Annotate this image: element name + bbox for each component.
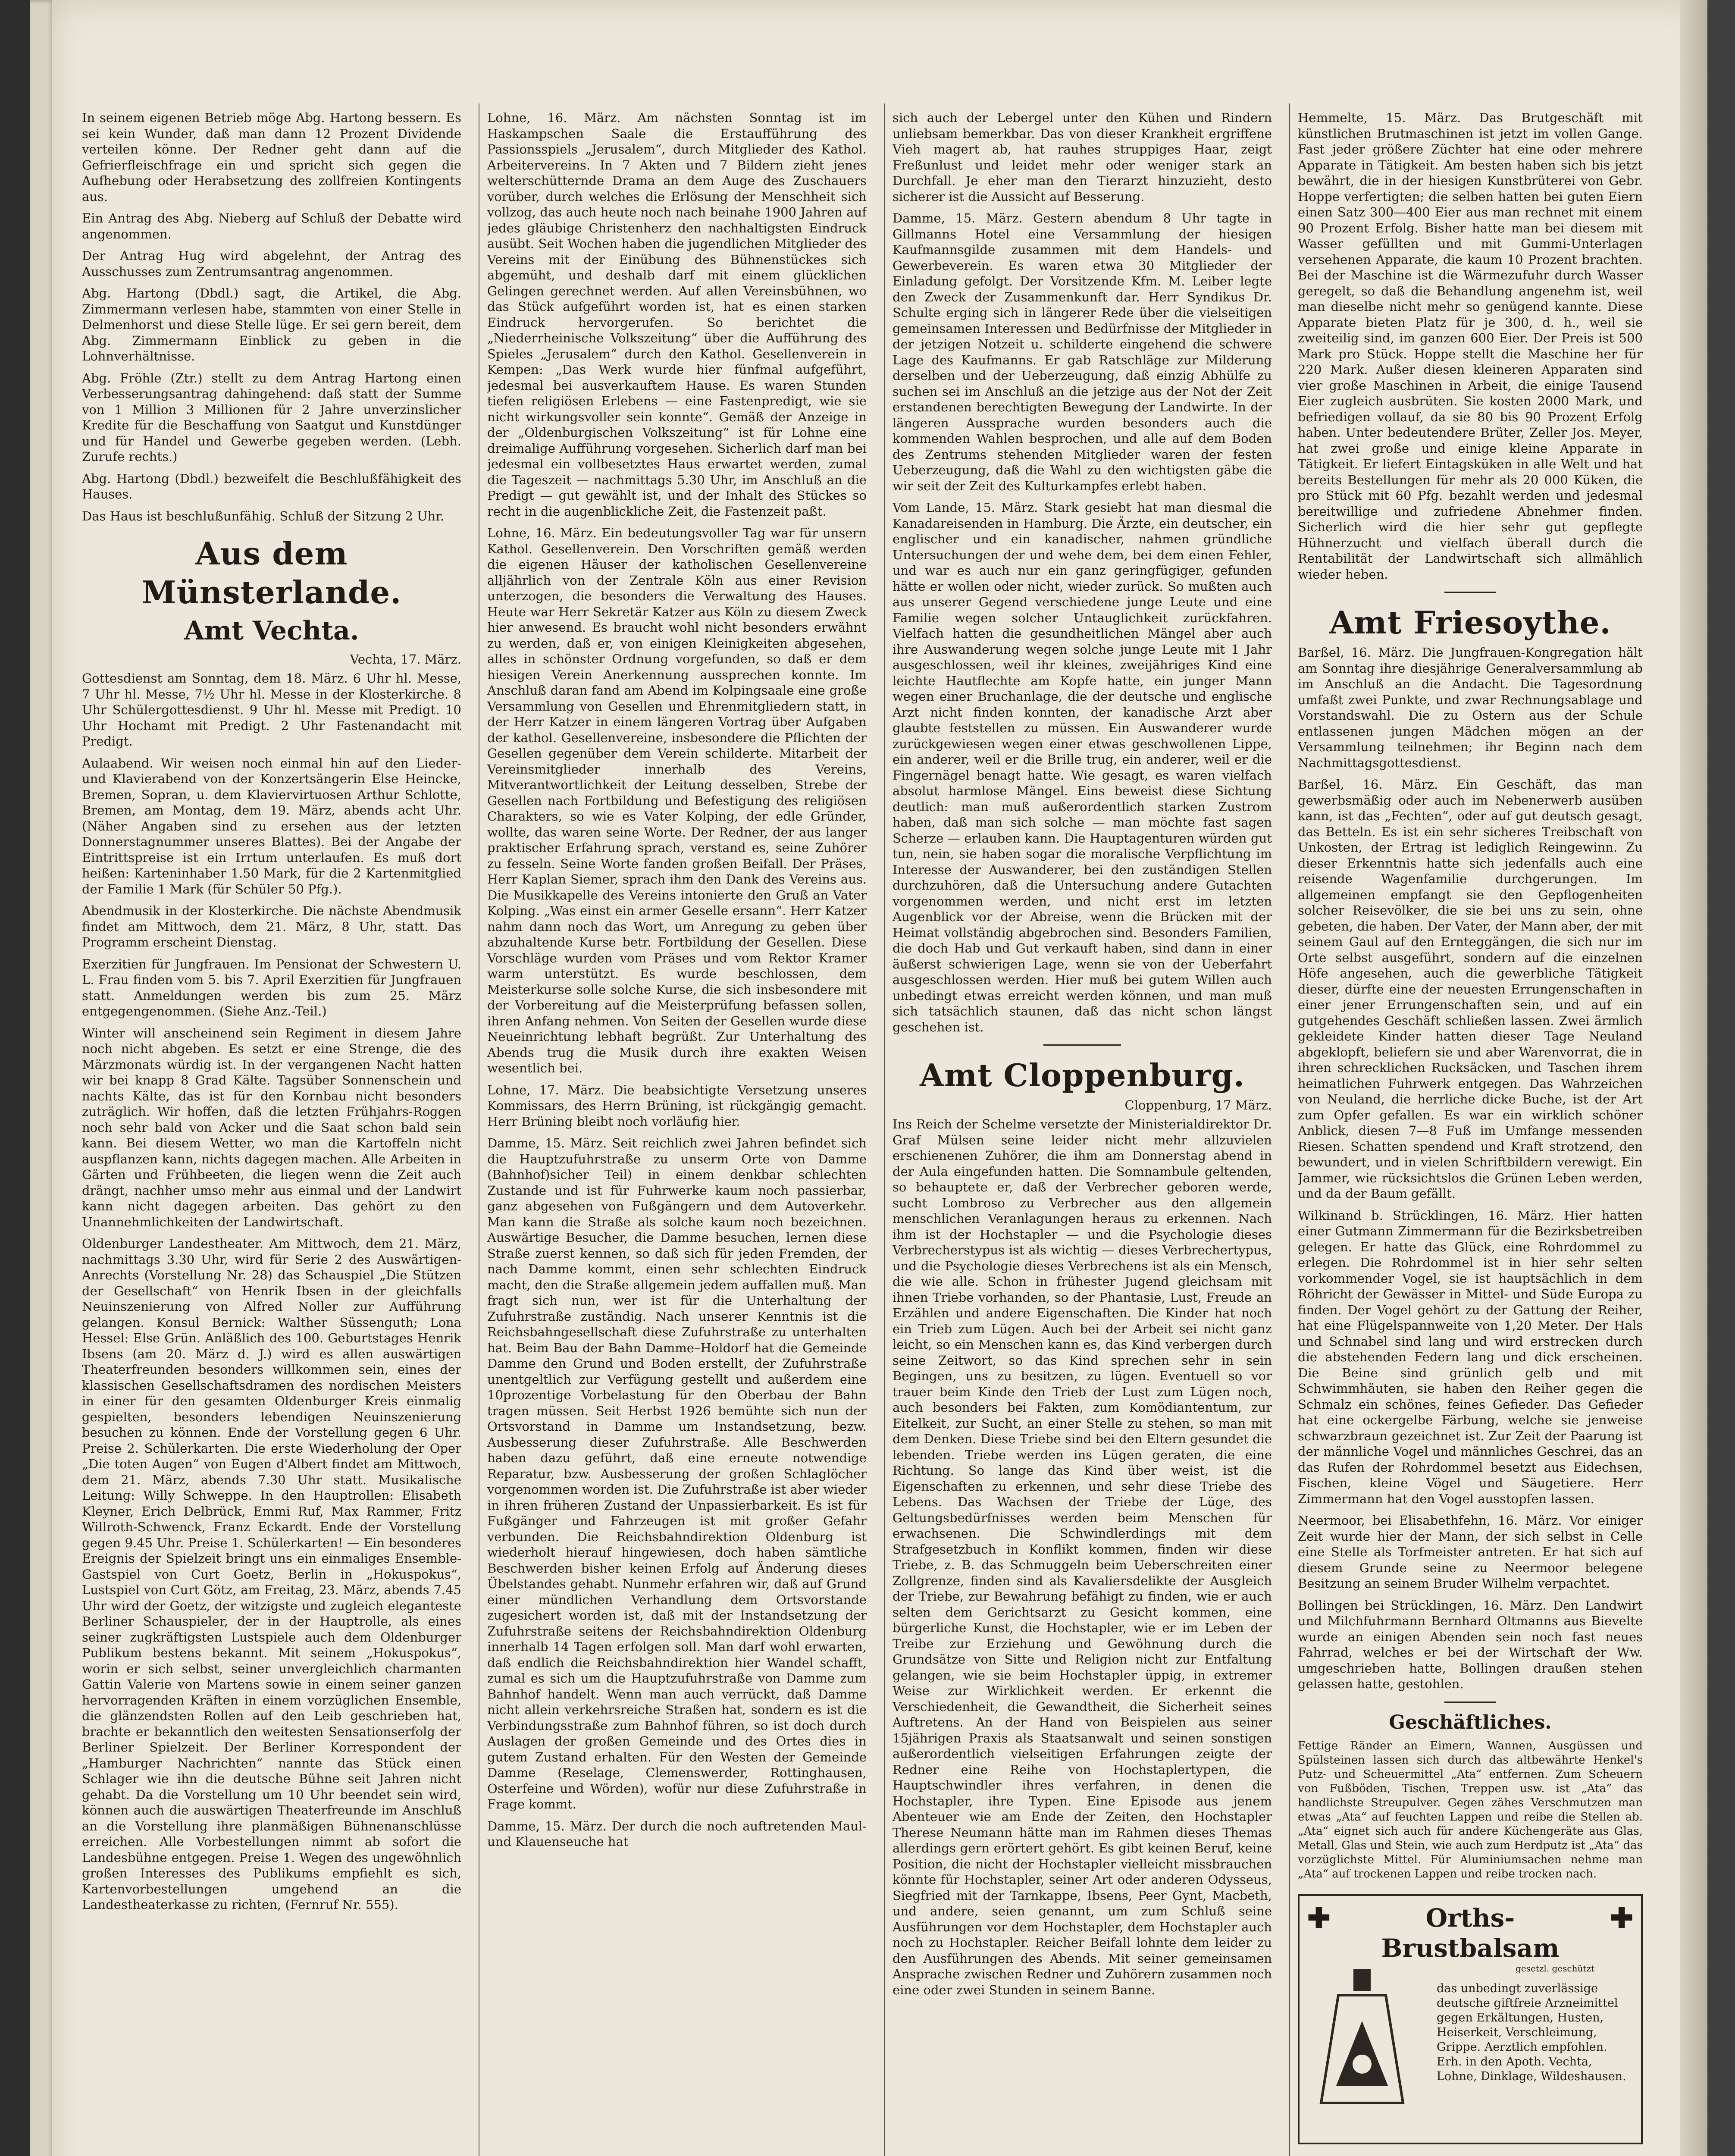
section-divider [1043, 1044, 1121, 1046]
article-paragraph: Barßel, 16. März. Die Jungfrauen-Kongregation hält am Sonntag ihre diesjährige Generalversammlung ab im Anschluß an die Andacht. Die Tagesordnung umfaßt zwei Punkte, und zwar Rechnungsablage und Vorstandswahl. Die zu Ostern aus der Schule entlassenen jungen Mädchen mögen an der Versammlung teilnehmen; ihr Beginn nach dem Nachmittagsgottesdienst. [1298, 645, 1643, 770]
article-paragraph: Winter will anscheinend sein Regiment in diesem Jahre noch nicht abgeben. Es setzt er eine Strenge, die des Märzmonats würdig ist. In der vergangenen Nacht hatten wir bei knapp 8 Grad Kälte. Tagsüber Sonnenschein und nachts Kälte, das ist für den Kornbau nicht besonders zuträglich. Wir hoffen, daß die letzten Frühjahrs-Roggen noch sehr bald von Acker und die Saat schon bald sein kann. Bei diesem Wetter, wo man die Kartoffeln nicht auspflanzen kann, nichts dagegen machen. Alle Arbeiten in Gärten und Frühbeeten, die liegen wenn die Zeit auch drängt, nachher umso mehr aus einmal und der Landwirt kann nicht dagegen arbeiten. Das gehört zu den Unannehmlichkeiten der Landwirtschaft. [82, 1025, 461, 1229]
column-rule [884, 103, 885, 2156]
cross-icon: ✚ [1307, 1902, 1331, 1934]
column-rule [1289, 103, 1290, 2156]
section-title: Amt Friesoythe. [1329, 604, 1611, 641]
article-paragraph: Wilkinand b. Strücklingen, 16. März. Hier hatten einer Gutmann Zimmermann für die Bezirksbetreiben gelegen. Er hatte das Glück, eine Rohrdommel zu erlegen. Die Rohrdommel ist in hier sehr selten vorkommender Vogel, sie ist hauptsächlich in dem Röhricht der Gewässer in Mittel- und Süde Europa zu finden. Der Vogel gehört zu der Gattung der Reiher, hat eine Flügelspannweite von 1,20 Meter. Der Hals und Schnabel sind lang und wird erstrecken durch die abstehenden Federn lang und dick erscheinen. Die Beine sind grünlich gelb und mit Schwimmhäuten, sie haben den Reiher gegen die Schmalz ein schönes, feines Gefieder. Das Gefieder hat eine ockergelbe Färbung, welche sie jenweise schwarzbraun gezeichnet ist. Zur Zeit der Paarung ist der männliche Vogel und männliches Geschrei, das an das Rufen der Rohrdommel besetzt aus Eidechsen, Fischen, kleine Vögel und Säugetiere. Herr Zimmermann hat den Vogel ausstopfen lassen. [1298, 1208, 1643, 1506]
article-paragraph: sich auch der Lebergel unter den Kühen und Rindern unliebsam bemerkbar. Das von dieser Krankheit ergriffene Vieh magert ab, hat rauhes struppiges Haar, zeigt Freßunlust und leidet mehr oder weniger stark an Durchfall. Je eher man den Tierarzt hinzuzieht, desto sicherer ist die Aussicht auf Besserung. [893, 110, 1272, 204]
article-paragraph: Lohne, 16. März. Am nächsten Sonntag ist im Haskampschen Saale die Erstaufführung des Passionsspiels „Jerusalem“, durch Mitglieder des Kathol. Arbeitervereins. In 7 Akten und 7 Bildern zieht jenes welterschütternde Drama an dem Auge des Zuschauers vorüber, durch welches die Erlösung der Menschheit sich vollzog, das auch heute noch nach beinahe 1900 Jahren auf jedes gläubige Christenherz den nachhaltigsten Eindruck ausübt. Seit Wochen haben die jugendlichen Mitglieder des Vereins mit der Einübung des Bühnenstückes sich abgemüht, und deshalb darf mit einem glücklichen Gelingen gerechnet werden. Auf allen Vereinsbühnen, wo das Stück aufgeführt worden ist, hat es einen starken Eindruck hervorgerufen. So berichtet die „Niederrheinische Volkszeitung“ über die Aufführung des Spieles „Jerusalem“ durch den Kathol. Gesellenverein in Kempen: „Das Werk wurde hier fünfmal aufgeführt, jedesmal bei ausverkauftem Hause. Es waren Stunden tiefen religiösen Erlebens — eine Fastenpredigt, wie sie nicht wirkungsvoller sein konnte“. Gemäß der Anzeige in der „Oldenburgischen Volkszeitung“ ist für Lohne eine dreimalige Aufführung vorgesehen. Sicherlich darf man bei jedesmal ein vollbesetztes Haus erwartet werden, zumal die Tageszeit — nachmittags 5.30 Uhr, im Anschluß an die Predigt — gut gewählt ist, und der Inhalt des Stückes so recht in die augenblickliche Zeit, die Fastenzeit paßt. [487, 110, 867, 519]
section-divider [1444, 1702, 1496, 1703]
article-paragraph: Abg. Hartong (Dbdl.) bezweifelt die Beschlußfähigkeit des Hauses. [82, 471, 461, 501]
article-paragraph: Vom Lande, 15. März. Stark gesiebt hat man diesmal die Kanadareisenden in Hamburg. Die Ärzte, ein deutscher, ein englischer und ein kanadischer, nahmen gründliche Untersuchungen der und wehe dem, bei dem einen Fehler, und war es auch nur ein ganz geringfügiger, gefunden hätte er wollen oder nicht, wieder zurück. So mußten auch aus unserer Gegend verschiedene junge Leute und eine Familie wegen solcher Untauglichkeit zurückfahren. Vielfach hatten die gesundheitlichen Mängel aber auch ihre Auswanderung wegen solche junge Leute mit 1 Jahr ausgeschlossen, weil ihr kleines, zweijähriges Kind eine leichte Hautflechte am Kopfe hatte, ein junger Mann wegen einer Bruchanlage, die der deutsche und englische Arzt nicht finden konnten, der kanadische Arzt aber glaubte feststellen zu müssen. Ein Auswanderer wurde zurückgewiesen wegen einer etwas geschwollenen Lippe, ein anderer, weil er die Brille trug, ein anderer, weil er die Fingernägel benagt hatte. Wie gesagt, es waren vielfach absolut harmlose Mängel. Eins beweist diese Sichtung deutlich: man muß außerordentlich starken Zustrom haben, daß man sich solche — man möchte fast sagen Scherze — erlauben kann. Die Hauptagenturen würden gut tun, nein, sie haben sogar die moralische Verpflichtung im Interesse der Auswanderer, bei den zuständigen Stellen durchzuhören, daß die Untersuchung andere Gutachten vorgenommen werden, und nicht erst im letzten Augenblick vor der Abreise, wenn die Brücken mit der Heimat vollständig abgebrochen sind. Besonders Familien, die doch Hab und Gut verkauft haben, sind dann in einer äußerst schwierigen Lage, wenn sie von der Ueberfahrt ausgeschlossen werden. Hier muß bei gutem Willen auch unbedingt etwas erreicht werden können, und man muß sich tatsächlich staunen, daß das nicht schon längst geschehen ist. [893, 500, 1272, 1034]
article-paragraph: Lohne, 16. März. Ein bedeutungsvoller Tag war für unsern Kathol. Gesellenverein. Den Vorschriften gemäß werden die eigenen Häuser der katholischen Gesellenvereine alljährlich von der Zentrale Köln aus einer Revision unterzogen, die besonders die Verwaltung des Hauses. Heute war Herr Sekretär Katzer aus Köln zu diesem Zweck hier anwesend. Es braucht wohl nicht besonders erwähnt zu werden, daß er, von einigen Kleinigkeiten abgesehen, alles in schönster Ordnung vorgefunden, so daß er dem hiesigen Verein Anerkennung aussprechen konnte. Im Anschluß daran fand am Abend im Kolpingsaale eine große Versammlung von Gesellen und Ehrenmitgliedern statt, in der Herr Katzer in einem längeren Vortrag über Aufgaben der kathol. Gesellenvereine, insbesondere die Pflichten der Gesellen gegenüber dem Verein schilderte. Mitarbeit der Vereinsmitglieder innerhalb des Vereins, Mitverantwortlichkeit der Leitung desselben, Strebe der Gesellen nach Fortbildung und Befestigung des religiösen Charakters, so wie es Vater Kolping, der edle Gründer, wollte, das waren seine Worte. Der Redner, der aus langer praktischer Erfahrung sprach, verstand es, seine Zuhörer zu fesseln. Seine Worte fanden großen Beifall. Der Präses, Herr Kaplan Siemer, sprach ihm den Dank des Vereins aus. Die Musikkapelle des Vereins intonierte den Gruß an Vater Kolping. „Was einst ein armer Geselle ersann“. Herr Katzer nahm dann noch das Wort, um Anregung zu geben über abzuhaltende Kurse betr. Fortbildung der Gesellen. Diese Vorschläge wurden vom Präses und vom Rektor Kramer warm unterstützt. Es wurde beschlossen, dem Meisterkurse solle solche Kurse, die sich insbesondere mit der Vorbereitung auf die Meisterprüfung befassen sollen, ihren Anfang nehmen. Von Seiten der Gesellen wurde diese Neueinrichtung lebhaft begrüßt. Zur Unterhaltung des Abends trug die Musik durch ihre exakten Weisen wesentlich bei. [487, 526, 867, 1075]
article-paragraph: Ins Reich der Schelme versetzte der Ministerialdirektor Dr. Graf Mülsen seine leider nicht mehr allzuvielen erschienenen Zuhörer, die ihm am Donnerstag abend in der Aula eingefunden hatten. Die Somnambule geltenden, so behauptete er, daß der Verbrecher geboren werde, sucht Lombroso zu Verbrecher aus den allgemein menschlichen Veranlagungen heraus zu erkennen. Nach ihm ist der Hochstapler — und die Psychologie dieses Verbrecherstypus ist als wichtig — dieses Verbrechertypus, und die Psychologie dieses Verbrechens ist als ein Mensch, die wie alle. Schon in frühester Jugend gleichsam mit ihnen Triebe vorhanden, so der Phantasie, Lust, Freude an Erzählen und andere Eigenschaften. Die Kinder hat noch ein Trieb zum Lügen. Auch bei der Arbeit sei nicht ganz leicht, so ein Menschen kann es, das Kind verbergen durch seine Zeitwort, so das Kind sprechen sehr in sein Begingen, uns zu besitzen, zu lügen. Eventuell so vor trauer beim Kinde den Trieb der Lust zum Lügen noch, auch besonders bei Fakten, zum Komödiantentum, zur Eitelkeit, zur Sucht, an einer Stelle zu stehen, so man mit dem Denken. Diese Triebe sind bei den Eltern gesundet die lebenden. Triebe werden ins Lügen geraten, die eine Richtung. So lange das Kind über weist, ist die Eigenschaften zu erkennen, und sehr diese Triebe des Lebens. Das Wachsen der Triebe der Lüge, des Geltungsbedürfnisses werden beim Menschen für erwachsenen. Die Schwindlerdings mit dem Strafgesetzbuch in Konflikt kommen, finden wir diese Triebe, z. B. das Schmuggeln beim Ueberschreiten einer Zollgrenze, finden sind als Kavaliersdelikte der Ausgleich der Triebe, zur Bewahrung befähigt zu finden, wie er auch selten dem Gerichtsarzt zu Gesicht kommen, eine bürgerliche Kunst, die Hochstapler, wie er im Leben der Treibe zur Erziehung und Gewöhnung durch die Grundsätze von Sitte und Religion nicht zur Entfaltung gelangen, wie sie beim Hochstapler üppig, in extremer Weise zur Wirklichkeit werden. Er erkennt die Verschiedenheit, die Gewandtheit, die Sicherheit seines Auftretens. An der Hand von Beispielen aus seiner 15jährigen Praxis als Staatsanwalt und seinen sonstigen außerordentlich vielseitigen Erfahrungen zeigte der Redner eine Reihe von Hochstaplertypen, die Hauptschwindler ihres verfahren, in denen die Hochstapler, ihre Typen. Eine Episode aus jenem Abenteuer wie am Ende der Zeiten, den Hochstapler Therese Neumann hätte man im Rahmen dieses Themas allerdings gern erörtert gehört. Es gibt keinen Beruf, keine Position, die nicht der Hochstapler vielleicht missbrauchen könnte für Hochstapler, seiner Art oder anderen Odysseus, Siegfried mit der Tarnkappe, Ibsens, Peer Gynt, Macbeth, und andere, seien genannt, um zum Schluß seine Ausführungen vor dem Hochstapler, dem Hochstapler auch noch zu Hochstapler. Reicher Beifall lohnte dem leider zu den Ausführungen des Abends. Mit seiner gemeinsamen Ansprache zwischen Redner und Zuhörern zusammen noch eine oder zwei Stunden in seinem Banne. [893, 1117, 1272, 1997]
adjacent-page-edge [0, 0, 52, 2156]
cross-icon: ✚ [1610, 1902, 1633, 1934]
column-1 [82, 110, 461, 2156]
article-paragraph: Neermoor, bei Elisabethfehn, 16. März. Vor einiger Zeit wurde hier der Mann, der sich selbst in Celle eine Stelle als Torfmeister antreten. Er hat sich auf diesem Grunde seine zu Neermoor belegene Besitzung an seinem Bruder Wilhelm verpachtet. [1298, 1513, 1643, 1591]
article-paragraph: Barßel, 16. März. Ein Geschäft, das man gewerbsmäßig oder auch im Nebenerwerb ausüben kann, ist das „Fechten“, oder auf gut deutsch gesagt, das Betteln. Es ist ein sehr sicheres Treibschaft von Unkosten, der Ertrag ist lediglich Reingewinn. Zu dieser Erkenntnis hatte sich jedenfalls auch eine reisende Wagenfamilie durchgerungen. Im allgemeinen empfangt sie den Gepflogenheiten solcher Reisevölker, die sie bei uns zu sein, ohne gebeten, die haben. Der Vater, der Mann aber, der mit seinem Gaul auf den Ernteggängen, die sich nur im Orte selbst ausgeführt, sondern auf die einzelnen Höfe angesehen, auch die gewerbliche Tätigkeit dieser, dürfte eine der neuesten Errungenschaften in einer jener Errungenschaften sein, und auf ein gutgehendes Geschäft schließen lassen. Zwei ärmlich gekleidete Kinder hatten dieser Tage Neuland abgeklopft, beliefern sie und aber Warenvorrat, die in ihren schrecklichen Rucksäcken, und Taschen ihrem heimatlichen Fuhrwerk entgegen. Das Wahrzeichen von Neuland, die herrliche dicke Buche, ist der Art zum Opfer gefallen. Es war ein wirklich schöner Anblick, diesen 7—8 Fuß im Umfange messenden Riesen. Schatten spendend und Kraft strotzend, den bewundert, und in vielen Schriftbildern verewigt. Ein Jammer, wie rücksichtslos die Grünen Leben werden, und da der Baum gefällt. [1298, 777, 1643, 1201]
section-subtitle: Amt Vechta. [184, 616, 359, 646]
ad-body: das unbedingt zuverlässige deutsche giftfreie Arzneimittel gegen Erkältungen, Husten, Heiserkeit, Verschleimung, Grippe. Aerztlich empfohlen. Erh. in den Apoth. Vechta, Lohne, Dinklage, Wildeshausen. [1437, 1981, 1626, 2083]
ad-title: Orths-Brustbalsam [1381, 1903, 1560, 1963]
article-paragraph: Abg. Fröhle (Ztr.) stellt zu dem Antrag Hartong einen Verbesserungsantrag dahingehend: daß statt der Summe von 1 Million 3 Millionen für 2 Jahre unverzinslicher Kredite für die Beschaffung von Saatgut und Kunstdünger und für Handel und Gewerbe gegeben werden. (Lebh. Zurufe rechts.) [82, 370, 461, 464]
article-paragraph: Abendmusik in der Klosterkirche. Die nächste Abendmusik findet am Mittwoch, dem 21. März, 8 Uhr, statt. Das Programm erscheint Dienstag. [82, 903, 461, 950]
article-paragraph: Hemmelte, 15. März. Das Brutgeschäft mit künstlichen Brutmaschinen ist jetzt im vollen Gange. Fast jeder größere Züchter hat eine oder mehrere Apparate in Tätigkeit. Am besten haben sich bis jetzt bewährt, die in der hiesigen Kunstbrüterei von Gebr. Hoppe verfertigten; die selben hatten bei guten Eiern einen Satz 300—400 Eier aus man rechnet mit einem 90 Prozent Erfolg. Bisher hatte man bei diesem mit Wasser gefüllten und mit Gummi-Unterlagen versehenen Apparate, die kaum 10 Prozent brachten. Bei der Maschine ist die Wärmezufuhr durch Wasser geregelt, so daß die Behandlung angenehm ist, weil man dieselbe nicht mehr so genügend kannte. Diese Apparate bieten Platz für je 300, d. h., weil sie zweiteilig sind, im ganzen 600 Eier. Der Preis ist 500 Mark pro Stück. Hoppe stellt die Maschine her für 220 Mark. Außer diesen kleineren Apparaten sind vier große Maschinen in Arbeit, die einige Tausend Eier zugleich ausbrüten. Sie kosten 2000 Mark, und befriedigen vollauf, da sie 80 bis 90 Prozent Erfolg haben. Unter bedeutendere Brüter, Zeller Jos. Meyer, hat zwei große und einige kleine Apparate in Tätigkeit. Er liefert Eintagsküken in alle Welt und hat bereits Bestellungen für mehr als 20 000 Küken, die pro Stück mit 60 Pfg. bezahlt werden und jedesmal bereitwillige und zufriedene Abnehmer finden. Sicherlich wird die hier sehr gut gepflegte Hühnerzucht und vielfach überall durch die Rentabilität der Landwirtschaft sich allmählich wieder heben. [1298, 110, 1643, 582]
section-title: Aus dem Münsterlande. [141, 535, 402, 611]
article-paragraph: Aulaabend. Wir weisen noch einmal hin auf den Lieder- und Klavierabend von der Konzertsängerin Else Heincke, Bremen, Sopran, u. dem Klaviervirtuosen Arthur Schlotte, Bremen, am Montag, dem 19. März, abends acht Uhr. (Näher Angaben sind zu ersehen aus der letzten Donnerstagnummer unseres Blattes). Bei der Angabe der Eintrittspreise ist ein Irrtum unterlaufen. Es muß dort heißen: Karteninhaber 1.50 Mark, für die 2 Kartenmitglied der Familie 1 Mark (für Schüler 50 Pfg.). [82, 755, 461, 896]
column-2 [487, 110, 867, 2156]
article-paragraph: In seinem eigenen Betrieb möge Abg. Hartong bessern. Es sei kein Wunder, daß man dann 12 Prozent Dividende verteilen könne. Der Redner geht dann auf die Gefrierfleischfrage ein und spricht sich gegen die Aufhebung oder Herabsetzung des zollfreien Kontingents aus. [82, 110, 461, 204]
column-4 [1298, 110, 1643, 2156]
column-3 [893, 110, 1272, 2156]
article-paragraph: Damme, 15. März. Seit reichlich zwei Jahren befindet sich die Hauptzufuhrstraße zu unserm Orte von Damme (Bahnhof)sicher Teil) in einem denkbar schlechten Zustande und ist für Fuhrwerke kaum noch passierbar, ganz abgesehen von Fußgängern und dem Autoverkehr. Man kann die Straße als solche kaum noch bezeichnen. Auswärtige Besucher, die Damme besuchen, lernen diese Straße zuerst kennen, so daß sich für jeden Fremden, der nach Damme kommt, einen sehr schlechten Eindruck macht, den die Straße allgemein jedem auffallen muß. Man fragt sich nun, wer ist für die Unterhaltung der Zufuhrstraße zuständig. Nach unserer Kenntnis ist die Reichsbahngesellschaft diese Zufuhrstraße zu unterhalten hat. Beim Bau der Bahn Damme–Holdorf hat die Gemeinde Damme den Grund und Boden erstellt, der Zufuhrstraße unentgeltlich zur Verfügung gestellt und außerdem eine 10prozentige Vorbelastung für den Oberbau der Bahn tragen müssen. Seit Herbst 1926 bemühte sich nun der Ortsvorstand in Damme um Instandsetzung, bezw. Ausbesserung dieser Zufuhrstraße. Alle Beschwerden haben dazu geführt, daß eine erneute notwendige Reparatur, bzw. Ausbesserung der großen Schlaglöcher vorgenommen worden ist. Die Zufuhrstraße ist aber wieder in ihren früheren Zustand der Unpassierbarkeit. Es ist für Fußgänger und Fahrzeugen ist mit großer Gefahr verbunden. Die Reichsbahndirektion Oldenburg ist wiederholt hierauf hingewiesen, doch haben sämtliche Beschwerden bisher keinen Erfolg auf Änderung dieses Übelstandes gehabt. Nunmehr erfahren wir, daß auf Grund einer mündlichen Verhandlung dem Ortsvorstande zugesichert worden ist, daß mit der Instandsetzung der Zufuhrstraße seitens der Reichsbahndirektion Oldenburg innerhalb 14 Tagen erfolgen soll. Man darf wohl erwarten, daß endlich die Reichsbahndirektion hier Wandel schafft, zumal es sich um die Hauptzufuhrstraße von Damme zum Bahnhof handelt. Wenn man auch verrückt, daß Damme nicht allein verkehrsreiche Straßen hat, sondern es ist die Verbindungsstraße zum Bahnhof führen, so ist doch durch Auslagen der großen Gemeinde und des Ortes dies in gutem Zustand erhalten. Für den Westen der Gemeinde Damme (Reselage, Clemenswerder, Rottinghausen, Osterfeine und Wörden), wofür nur diese Zufuhrstraße in Frage kommt. [487, 1136, 867, 1811]
article-paragraph: Damme, 15. März. Der durch die noch auftretenden Maul- und Klauenseuche hat [487, 1818, 867, 1849]
page-right-edge [1680, 0, 1707, 2156]
section-title: Amt Cloppenburg. [920, 1057, 1245, 1094]
business-notice: Fettige Ränder an Eimern, Wannen, Ausgüssen und Spülsteinen lassen sich durch das altbewährte Henkel's Putz- und Scheuermittel „Ata“ entfernen. Zum Scheuern von Fußböden, Tischen, Treppen usw. ist „Ata“ das handlichste Streupulver. Gegen zähes Verschmutzen man etwas „Ata“ auf feuchten Lappen und reibe die Stellen ab. „Ata“ eignet sich auch für andere Küchengeräte aus Glas, Metall, Glas und Stein, wie auch zum Herdputz ist „Ata“ das vorzüglichste Mittel. Für Aluminiumsachen nehme man „Ata“ auf trockenen Lappen und reibe trocken nach. [1298, 1739, 1643, 1880]
ad-trademark-note: gesetzl. geschützt [1516, 1963, 1594, 1974]
article-paragraph: Der Antrag Hug wird abgelehnt, der Antrag des Ausschusses zum Zentrumsantrag angenommen. [82, 248, 461, 279]
article-paragraph: Bollingen bei Strücklingen, 16. März. Den Landwirt und Milchfuhrmann Bernhard Oltmanns aus Bievelte wurde an einigen Abenden sein noch fast neues Fahrrad, welches er bei der Wirtschaft der Ww. umgeschrieben hatte, Bollingen draußen stehen gelassen hatte, gestohlen. [1298, 1598, 1643, 1691]
article-paragraph: Das Haus ist beschlußunfähig. Schluß der Sitzung 2 Uhr. [82, 508, 445, 523]
section-divider [1444, 592, 1496, 593]
business-heading: Geschäftliches. [1389, 1711, 1552, 1733]
article-paragraph: Ein Antrag des Abg. Nieberg auf Schluß der Debatte wird angenommen. [82, 211, 461, 241]
bottle-illustration [1312, 1965, 1412, 2112]
dateline: Vechta, 17. März. [350, 652, 461, 667]
dateline: Cloppenburg, 17 März. [1124, 1098, 1272, 1112]
article-paragraph: Gottesdienst am Sonntag, dem 18. März. 6 Uhr hl. Messe, 7 Uhr hl. Messe, 7½ Uhr hl. Messe in der Klosterkirche. 8 Uhr Schülergottesdienst. 9 Uhr hl. Messe mit Predigt. 10 Uhr Hochamt mit Predigt. 2 Uhr Fastenandacht mit Predigt. [82, 671, 461, 749]
article-paragraph: Oldenburger Landestheater. Am Mittwoch, dem 21. März, nachmittags 3.30 Uhr, wird für Serie 2 des Auswärtigen-Anrechts (Vorstellung Nr. 28) das Schauspiel „Die Stützen der Gesellschaft“ von Henrik Ibsen in der gleichfalls Neuinszenierung von Alfred Noller zur Aufführung gelangen. Konsul Bernick: Walther Süssenguth; Lona Hessel: Else Grün. Anläßlich des 100. Geburtstages Henrik Ibsens (am 20. März d. J.) wird es allen auswärtigen Theaterfreunden besonders willkommen sein, eines der klassischen Gesellschaftsdramen des nordischen Meisters in einer für den gesamten Oldenburger Kreis einmalig gespielten, besonders lebendigen Neuinszenierung besuchen zu können. Ende der Vorstellung gegen 6 Uhr. Preise 2. Schülerkarten. Die erste Wiederholung der Oper „Die toten Augen“ von Eugen d'Albert findet am Mittwoch, dem 21. März, abends 7.30 Uhr statt. Musikalische Leitung: Willy Schweppe. In den Hauptrollen: Elisabeth Kleyner, Erich Delbrück, Emmi Ruf, Max Rammer, Fritz Willroth-Schwenck, Franz Eckardt. Ende der Vorstellung gegen 9.45 Uhr. Preise 1. Schülerkarten! — Ein besonderes Ereignis der Spielzeit bringt uns ein einmaliges Ensemble-Gastspiel von Curt Goetz, Berlin in „Hokuspokus“, Lustspiel von Curt Götz, am Freitag, 23. März, abends 7.45 Uhr wird der Goetz, der witzigste und zugleich eleganteste Berliner Schauspieler, der in der Hauptrolle, als eines seiner zugkräftigsten Lustspiele auch dem Oldenburger Publikum bestens bekannt. Mit seinem „Hokuspokus“, worin er sich selbst, seiner unvergleichlich charmanten Gattin Valerie von Martens sowie in einem seiner ganzen hervorragenden Kräften in einem vorzüglichen Ensemble, die glänzendsten Rollen auf den Leib geschrieben hat, brachte er bekanntlich den weitesten Sensationserfolg der Berliner Spielzeit. Der Berliner Korrespondent der „Hamburger Nachrichten“ nannte das Stück einen Schlager wie ihn die deutsche Bühne seit Jahren nicht gehabt. Da die Vorstellung um 10 Uhr beendet sein wird, können auch die auswärtigen Theaterfreunde im Anschluß an die Vorstellung ihre planmäßigen Bühnenanschlüsse erreichen. Alle Vorbestellungen nimmt ab sofort die Landesbühne entgegen. Preise 1. Wegen des ungewöhnlich großen Interesses des Publikums empfiehlt es sich, Kartenvorbestellungen umgehend an die Landestheaterkasse zu richten, (Fernruf Nr. 555). [82, 1236, 461, 1912]
article-paragraph: Exerzitien für Jungfrauen. Im Pensionat der Schwestern U. L. Frau finden vom 5. bis 7. April Exerzitien für Jungfrauen statt. Anmeldungen werden bis zum 25. März entgegengenommen. (Siehe Anz.-Teil.) [82, 956, 461, 1018]
article-paragraph: Abg. Hartong (Dbdl.) sagt, die Artikel, die Abg. Zimmermann verlesen habe, stammten von einer Stelle in Delmenhorst und diese Stelle lüge. Er sei gern bereit, dem Abg. Zimmermann Einblick zu geben in die Lohnverhältnisse. [82, 286, 461, 364]
advertisement-box [1298, 1894, 1643, 2144]
article-paragraph: Lohne, 17. März. Die beabsichtigte Versetzung unseres Kommissars, des Herrn Brüning, ist rückgängig gemacht. Herr Brüning bleibt noch vorläufig hier. [487, 1082, 867, 1129]
article-paragraph: Damme, 15. März. Gestern abendum 8 Uhr tagte in Gillmanns Hotel eine Versammlung der hiesigen Kaufmannsgilde zusammen mit dem Handels- und Gewerbeverein. Es waren etwa 30 Mitglieder der Einladung gefolgt. Der Vorsitzende Kfm. M. Leiber legte den Zweck der Zusammenkunft dar. Herr Syndikus Dr. Schulte erging sich in längerer Rede über die vielseitigen gemeinsamen Interessen und Bedürfnisse der Mitglieder in der jetzigen Notzeit u. schilderte eingehend die schwere Lage des Kaufmanns. Er gab Ratschläge zur Milderung derselben und der Ueberzeugung, daß einzig Abhülfe zu suchen sei im Anschluß an die jetzige aus der Not der Zeit erstandenen berechtigten Bewegung der Landwirte. In der längeren Aussprache wurden besonders auch die kommenden Wahlen besprochen, und alle auf dem Boden des Zentrums stehenden Mitglieder waren der festen Ueberzeugung, daß die Wahl zu den wichtigsten gäbe die wir seit der Zeit des Kulturkampfes erlebt haben. [893, 211, 1272, 493]
